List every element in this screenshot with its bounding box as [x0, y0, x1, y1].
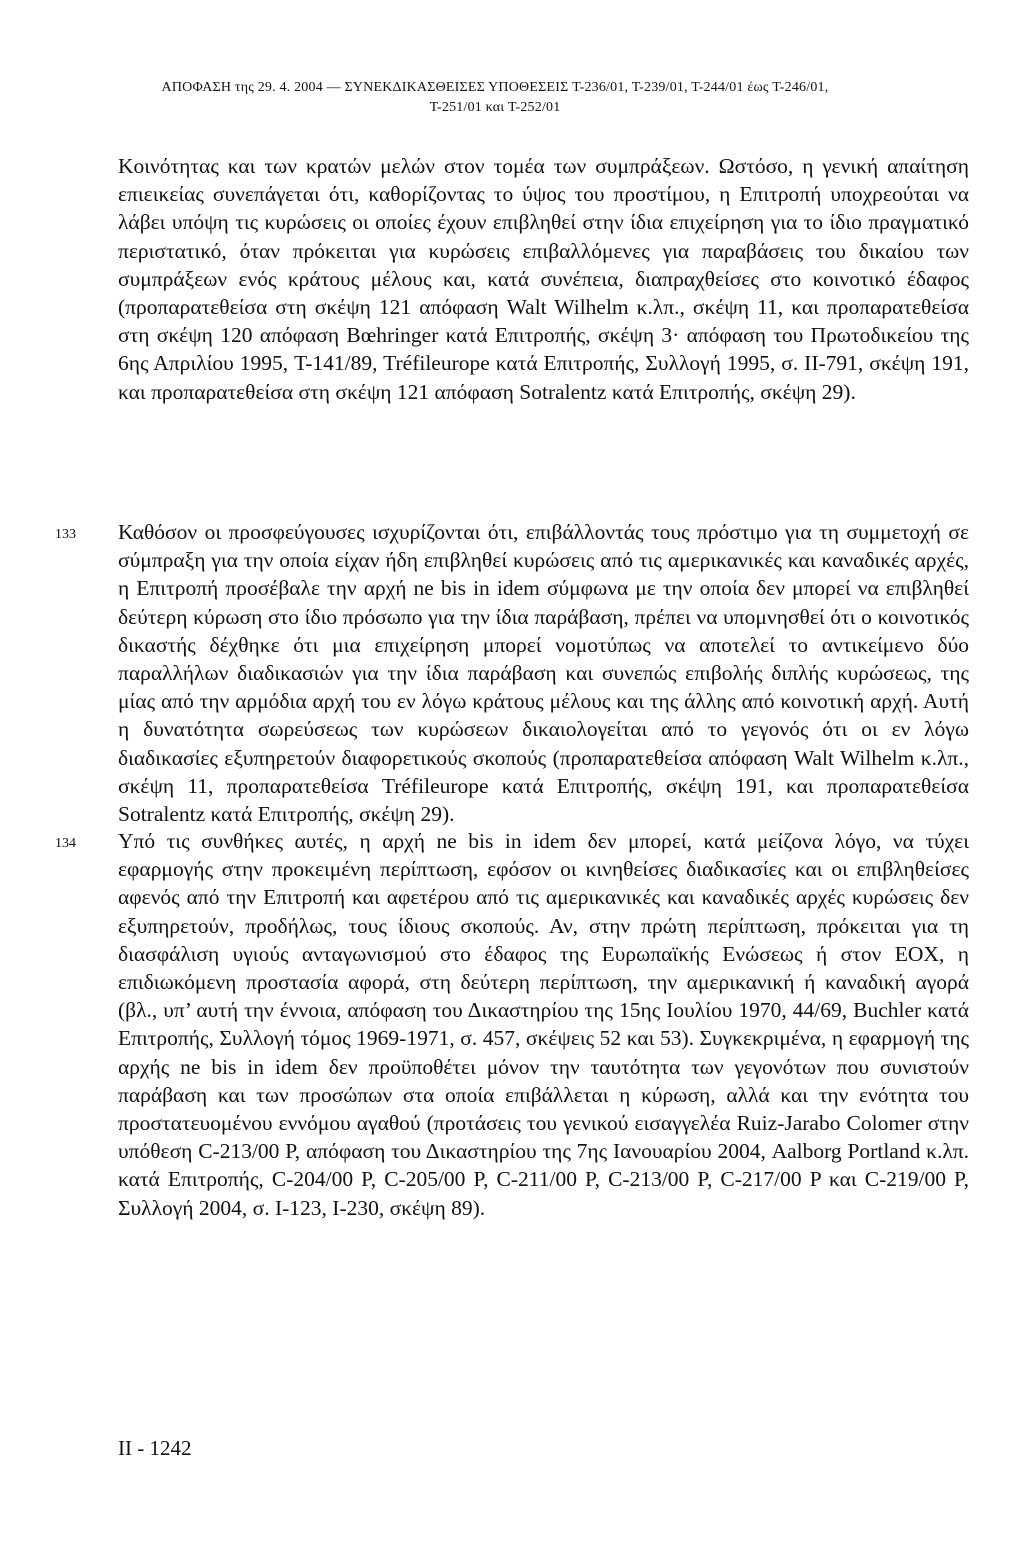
- paragraph-134: Υπό τις συνθήκες αυτές, η αρχή ne bis in idem δεν μπορεί, κατά μείζονα λόγο, να τύχει εφαρμογής στην προκειμένη περίπτωση, εφόσον οι κινηθείσες διαδικασίες και οι επιβληθείσες αφενός από την Επιτροπή και αφετέρου από τις αμερικανικές και καναδικές αρχές κυρώσεις δεν εξυπηρετούν, προδήλως, τους ίδιους σκοπούς. Αν, στην πρώτη περίπτωση, πρόκειται για τη διασφάλιση υγιούς ανταγωνισμού στο έδαφος της Ευρωπαϊκής Ενώσεως ή στον ΕΟΧ, η επιδιωκόμενη προστασία αφορά, στη δεύτερη περίπτωση, την αμερικανική ή καναδική αγορά (βλ., υπ’ αυτή την έννοια, απόφαση του Δικαστηρίου της 15ης Ιουλίου 1970, 44/69, Buchler κατά Επιτροπής, Συλλογή τόμος 1969-1971, σ. 457, σκέψεις 52 και 53). Συγκεκριμένα, η εφαρμογή της αρχής ne bis in idem δεν προϋποθέτει μόνον την ταυτότητα των γεγονότων που συνιστούν παράβαση και των προσώπων στα οποία επιβάλλεται η κύρωση, αλλά και την ενότητα του προστατευομένου εννόμου αγαθού (προτάσεις του γενικού εισαγγελέα Ruiz-Jarabo Colomer στην υπόθεση C-213/00 P, απόφαση του Δικαστηρίου της 7ης Ιανουαρίου 2004, Aalborg Portland κ.λπ. κατά Επιτροπής, C-204/00 P, C-205/00 P, C-211/00 P, C-213/00 P, C-217/00 P και C-219/00 P, Συλλογή 2004, σ. I-123, I-230, σκέψη 89).: [118, 829, 969, 1220]
- page-number: II - 1242: [118, 1436, 192, 1460]
- paragraph-number-133: 133: [55, 527, 76, 542]
- paragraph-133: Καθόσον οι προσφεύγουσες ισχυρίζονται ότι, επιβάλλοντάς τους πρόστιμο για τη συμμετοχή σε σύμπραξη για την οποία είχαν ήδη επιβληθεί κυρώσεις από τις αμερικανικές και καναδικές αρχές, η Επιτροπή προσέβαλε την αρχή ne bis in idem σύμφωνα με την οποία δεν μπορεί να επιβληθεί δεύτερη κύρωση στο ίδιο πρόσωπο για την ίδια παράβαση, πρέπει να υπομνησθεί ότι ο κοινοτικός δικαστής δέχθηκε ότι μια επιχείρηση μπορεί νομοτύπως να αποτελεί το αντικείμενο δύο παραλλήλων διαδικασιών για την ίδια παράβαση και συνεπώς επιβολής διπλής κυρώσεως, της μίας από την αρμόδια αρχή του εν λόγω κράτους μέλους και της άλλης από κοινοτική αρχή. Αυτή η δυνατότητα σωρεύσεως των κυρώσεων δικαιολογείται από το γεγονός ότι οι εν λόγω διαδικασίες εξυπηρετούν διαφορετικούς σκοπούς (προπαρατεθείσα απόφαση Walt Wilhelm κ.λπ., σκέψη 11, προπαρατεθείσα Tréfileurope κατά Επιτροπής, σκέψη 191, και προπαρατεθείσα Sotralentz κατά Επιτροπής, σκέψη 29).: [118, 520, 969, 827]
- running-header: [150, 78, 840, 118]
- paragraph-number-134: 134: [55, 836, 76, 851]
- paragraph-continued: Κοινότητας και των κρατών μελών στον τομέα των συμπράξεων. Ωστόσο, η γενική απαίτηση επιεικείας συνεπάγεται ότι, καθορίζοντας το ύψος του προστίμου, η Επιτροπή υποχρεούται να λάβει υπόψη τις κυρώσεις οι οποίες έχουν επιβληθεί στην ίδια επιχείρηση για το ίδιο πραγματικό περιστατικό, όταν πρόκειται για κυρώσεις επιβαλλόμενες για παραβάσεις του δικαίου των συμπράξεων ενός κράτους μέλους και, κατά συνέπεια, διαπραχθείσες στο κοινοτικό έδαφος (προπαρατεθείσα στη σκέψη 121 απόφαση Walt Wilhelm κ.λπ., σκέψη 11, και προπαρατεθείσα στη σκέψη 120 απόφαση Bœhringer κατά Επιτροπής, σκέψη 3· απόφαση του Πρωτοδικείου της 6ης Απριλίου 1995, T-141/89, Tréfileurope κατά Επιτροπής, Συλλογή 1995, σ. II-791, σκέψη 191, και προπαρατεθείσα στη σκέψη 121 απόφαση Sotralentz κατά Επιτροπής, σκέψη 29).: [118, 154, 969, 404]
- running-header-line-1: ΑΠΟΦΑΣΗ της 29. 4. 2004 — ΣΥΝΕΚΔΙΚΑΣΘΕΙΣΕΣ ΥΠΟΘΕΣΕΙΣ T-236/01, T-239/01, T-244/01 έως T-246/01,: [161, 80, 829, 95]
- running-header-line-2: T-251/01 και T-252/01: [429, 100, 561, 115]
